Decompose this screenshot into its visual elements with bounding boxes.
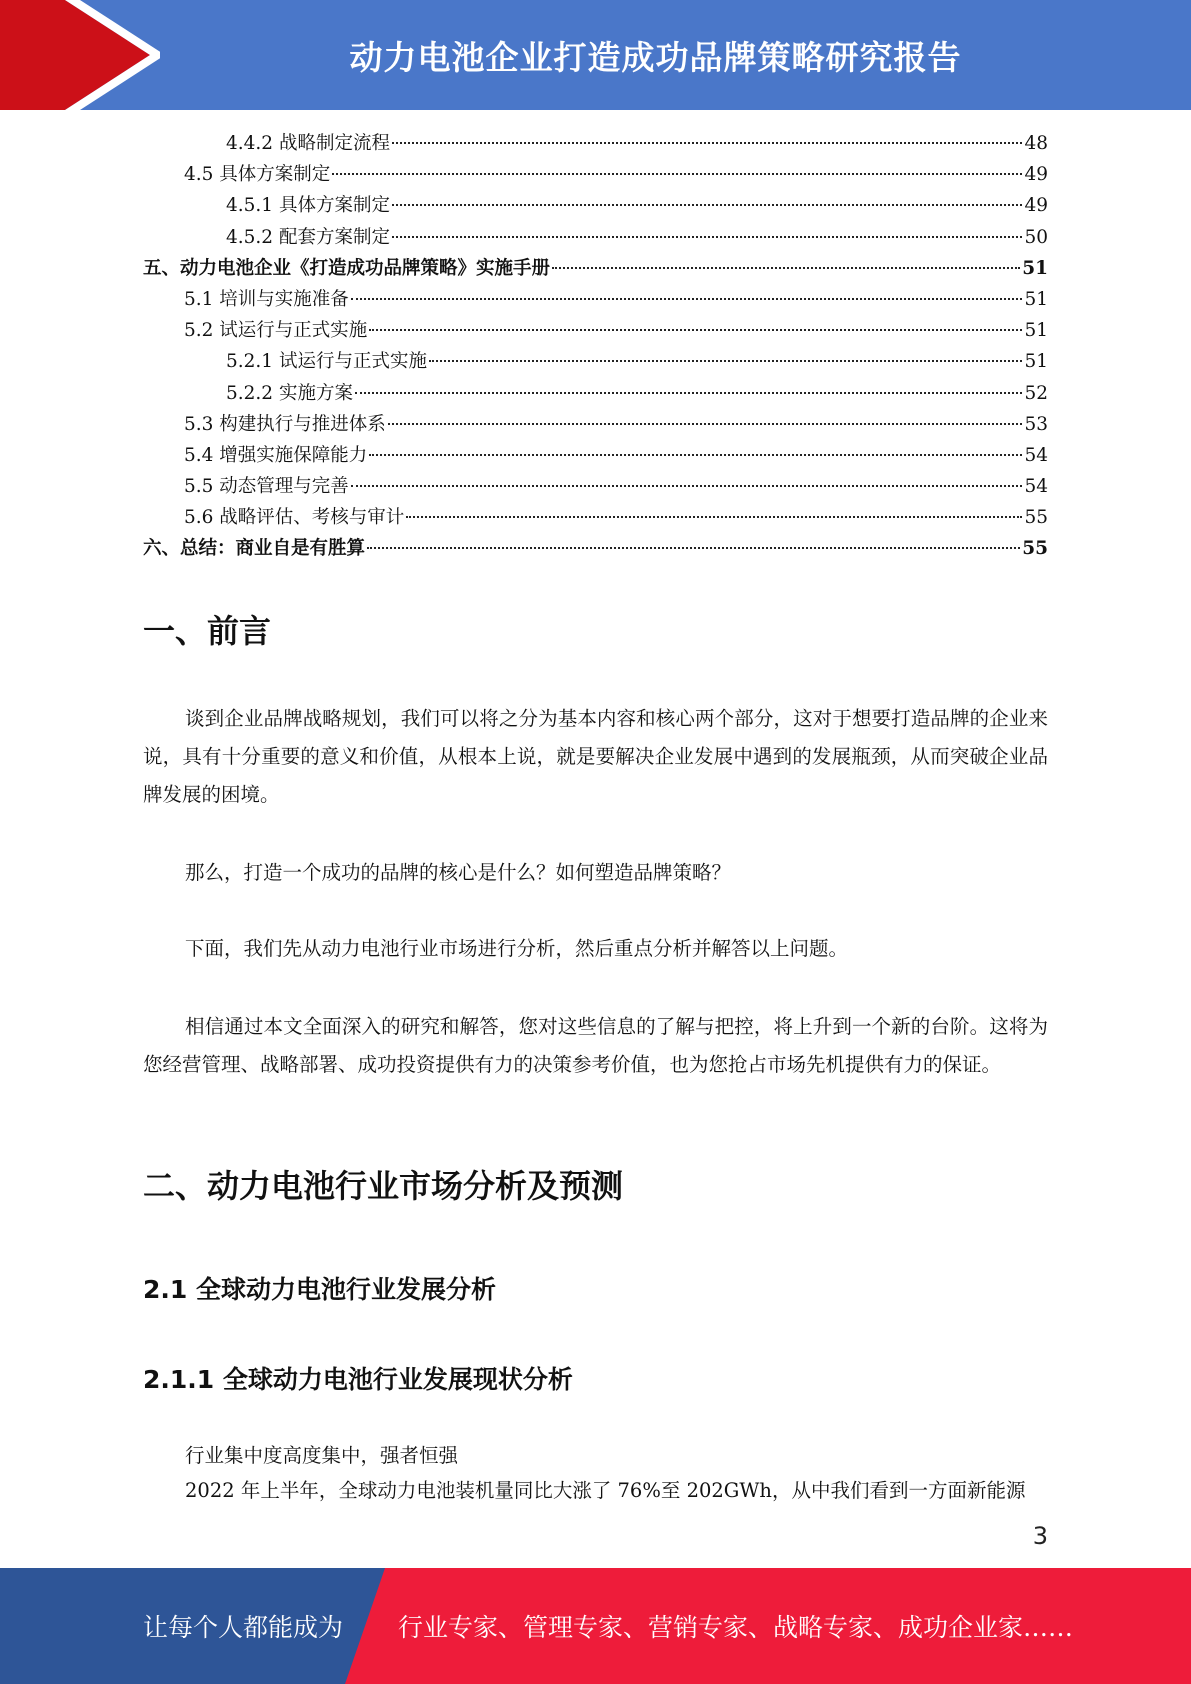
toc-entry-label: 5.2 试运行与正式实施 <box>184 320 368 342</box>
toc-entry-label: 4.5.2 配套方案制定 <box>226 226 390 248</box>
toc-entry-page: 52 <box>1024 382 1048 404</box>
toc-entry[interactable] <box>143 222 1048 253</box>
toc-entry[interactable] <box>143 409 1048 440</box>
toc-dot-leader <box>392 142 1022 144</box>
toc-dot-leader <box>369 454 1022 456</box>
paragraph: 那么，打造一个成功的品牌的核心是什么？如何塑造品牌策略？ <box>185 861 732 884</box>
toc-dot-leader <box>388 423 1023 425</box>
toc-entry-label: 5.6 战略评估、考核与审计 <box>184 507 405 529</box>
toc-entry[interactable] <box>143 378 1048 409</box>
toc-dot-leader <box>332 173 1022 175</box>
header-banner <box>0 0 1191 110</box>
paragraph: 下面，我们先从动力电池行业市场进行分析，然后重点分析并解答以上问题。 <box>185 937 849 960</box>
subsection-heading: 2.1 全球动力电池行业发展分析 <box>143 1275 496 1304</box>
toc-dot-leader <box>355 392 1023 394</box>
red-chevron-icon <box>0 0 160 110</box>
toc-entry[interactable] <box>143 253 1048 284</box>
toc-dot-leader <box>406 516 1022 518</box>
toc-entry-page: 51 <box>1022 257 1048 279</box>
toc-entry[interactable] <box>143 502 1048 533</box>
toc-entry-page: 53 <box>1024 413 1048 435</box>
toc-entry[interactable] <box>143 128 1048 159</box>
report-title: 动力电池企业打造成功品牌策略研究报告 <box>349 37 962 77</box>
body-line: 2022 年上半年，全球动力电池装机量同比大涨了 76%至 202GWh，从中我们看到一方面新能源 <box>185 1479 1026 1502</box>
toc-entry-label: 六、总结：商业自是有胜算 <box>143 538 366 560</box>
toc-dot-leader <box>369 329 1022 331</box>
toc-entry-page: 51 <box>1024 320 1048 342</box>
paragraph: 相信通过本文全面深入的研究和解答，您对这些信息的了解与把控，将上升到一个新的台阶。这将为您经营管理、战略部署、成功投资提供有力的决策参考价值，也为您抢占市场先机提供有力的保证。 <box>143 1015 1048 1076</box>
toc-entry-label: 5.2.1 试运行与正式实施 <box>226 351 427 373</box>
toc-entry-label: 4.4.2 战略制定流程 <box>226 133 390 154</box>
toc-entry[interactable] <box>143 533 1048 564</box>
footer-banner <box>0 1568 1191 1684</box>
toc-entry-page: 54 <box>1024 444 1048 466</box>
toc-entry-label: 5.2.2 实施方案 <box>226 382 353 404</box>
toc-entry-label: 5.3 构建执行与推进体系 <box>184 413 386 435</box>
section-heading-market-analysis: 二、动力电池行业市场分析及预测 <box>143 1167 624 1205</box>
table-of-contents <box>143 128 1048 565</box>
toc-entry-page: 51 <box>1024 351 1048 373</box>
page-number: 3 <box>1032 1522 1048 1550</box>
footer-slogan-left: 让每个人都能成为 <box>143 1613 344 1642</box>
toc-entry[interactable] <box>143 159 1048 190</box>
paragraph: 谈到企业品牌战略规划，我们可以将之分为基本内容和核心两个部分，这对于想要打造品牌的企业来说，具有十分重要的意义和价值，从根本上说，就是要解决企业发展中遇到的发展瓶颈，从而突破企业品牌发展的困境。 <box>143 707 1048 806</box>
subsection-heading: 2.1.1 全球动力电池行业发展现状分析 <box>143 1365 573 1394</box>
toc-entry-label: 5.1 培训与实施准备 <box>184 288 349 310</box>
toc-entry-page: 55 <box>1024 507 1048 529</box>
toc-entry-label: 五、动力电池企业《打造成功品牌策略》实施手册 <box>143 257 551 279</box>
toc-dot-leader <box>429 360 1022 362</box>
toc-dot-leader <box>351 298 1023 300</box>
body-line: 行业集中度高度集中，强者恒强 <box>185 1444 459 1467</box>
toc-entry[interactable] <box>143 346 1048 377</box>
toc-entry-label: 4.5.1 具体方案制定 <box>226 195 390 217</box>
toc-entry-label: 5.5 动态管理与完善 <box>184 476 349 498</box>
toc-dot-leader <box>392 204 1022 206</box>
toc-entry-page: 49 <box>1024 164 1048 186</box>
toc-entry-page: 48 <box>1024 133 1048 154</box>
toc-entry-label: 5.4 增强实施保障能力 <box>184 444 368 466</box>
toc-entry[interactable] <box>143 190 1048 221</box>
toc-entry[interactable] <box>143 315 1048 346</box>
toc-dot-leader <box>552 267 1020 269</box>
toc-entry[interactable] <box>143 284 1048 315</box>
toc-dot-leader <box>392 236 1022 238</box>
toc-entry[interactable] <box>143 471 1048 502</box>
toc-entry-page: 51 <box>1024 288 1048 310</box>
toc-entry-page: 55 <box>1022 538 1048 560</box>
toc-entry-label: 4.5 具体方案制定 <box>184 164 331 186</box>
toc-dot-leader <box>367 547 1020 549</box>
toc-dot-leader <box>351 485 1023 487</box>
toc-entry-page: 49 <box>1024 195 1048 217</box>
toc-entry-page: 54 <box>1024 476 1048 498</box>
toc-entry[interactable] <box>143 440 1048 471</box>
footer-slogan-right: 行业专家、管理专家、营销专家、战略专家、成功企业家…… <box>398 1613 1074 1642</box>
section-heading-preface: 一、前言 <box>143 612 272 650</box>
toc-entry-page: 50 <box>1024 226 1048 248</box>
